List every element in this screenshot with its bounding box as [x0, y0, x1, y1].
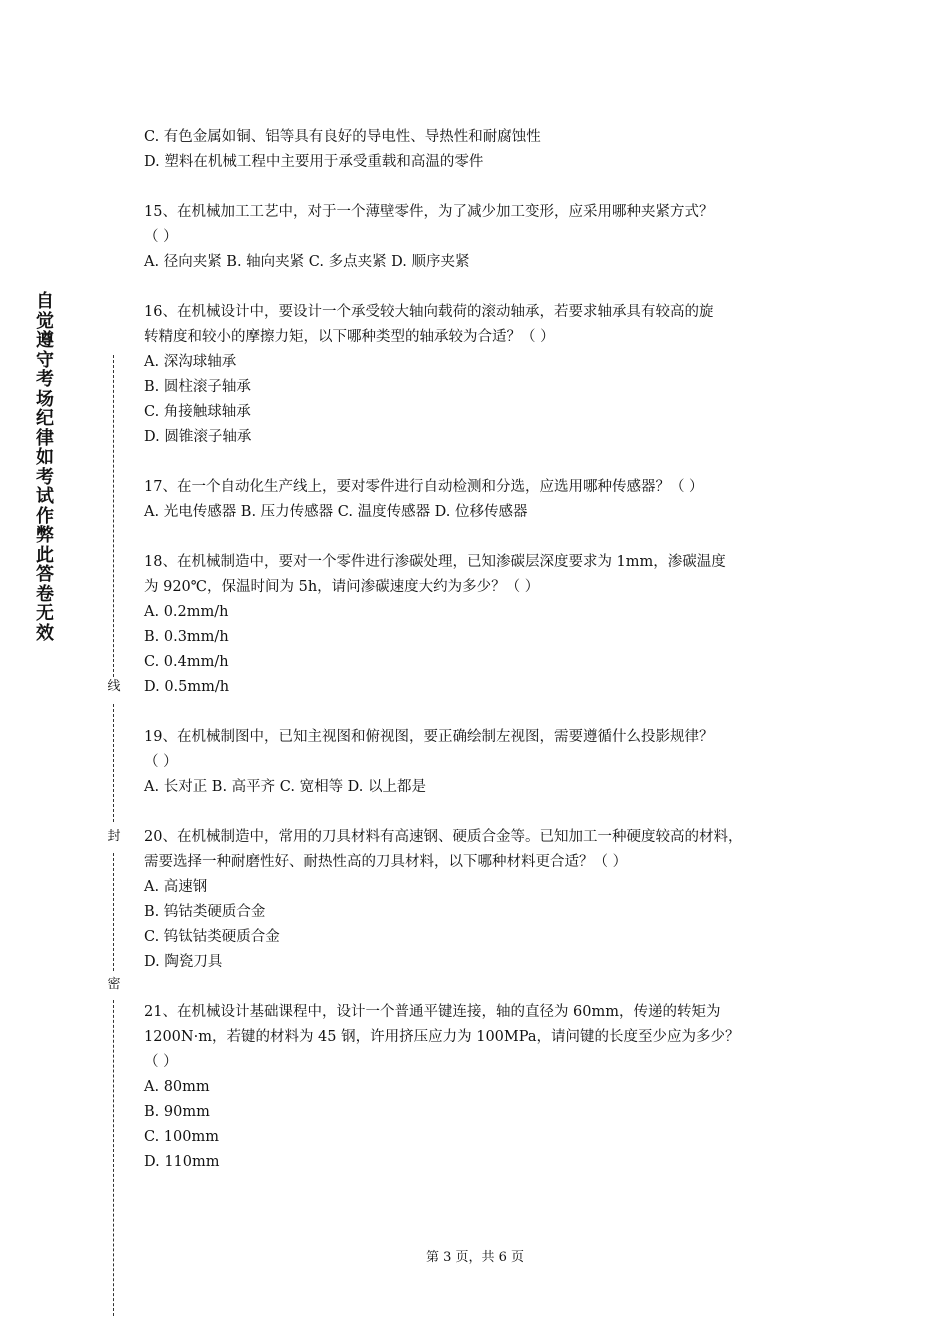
paragraph-gap [144, 275, 824, 300]
text-line: 需要选择一种耐磨性好、耐热性高的刀具材料，以下哪种材料更合适？（ ） [144, 854, 628, 870]
text-line: 21、在机械设计基础课程中，设计一个普通平键连接，轴的直径为 60mm，传递的转矩为 [144, 1004, 721, 1020]
paragraph-gap [144, 700, 824, 725]
paragraph-gap [144, 450, 824, 475]
text-line: 为 920℃，保温时间为 5h，请问渗碳速度大约为多少？（ ） [144, 579, 540, 595]
text-line: （ ） [144, 754, 178, 770]
seal-mark-mi: 密 [104, 976, 124, 994]
text-line: B. 90mm [144, 1104, 210, 1120]
text-line: C. 钨钛钴类硬质合金 [144, 929, 280, 945]
text-line: （ ） [144, 1054, 178, 1070]
text-line: A. 高速钢 [144, 879, 208, 895]
seal-mark-xian: 线 [104, 678, 124, 696]
binding-line-top [113, 355, 114, 677]
text-line: C. 有色金属如铜、铝等具有良好的导电性、导热性和耐腐蚀性 [144, 129, 541, 145]
text-line: C. 0.4mm/h [144, 654, 229, 670]
text-line: A. 光电传感器 B. 压力传感器 C. 温度传感器 D. 位移传感器 [144, 504, 528, 520]
paragraph-gap [144, 800, 824, 825]
text-line: （ ） [144, 229, 178, 245]
text-line: D. 塑料在机械工程中主要用于承受重载和高温的零件 [144, 154, 484, 170]
text-line: 19、在机械制图中，已知主视图和俯视图，要正确绘制左视图，需要遵循什么投影规律？ [144, 729, 714, 745]
binding-line-lower-mid [113, 853, 114, 971]
seal-mark-feng: 封 [104, 828, 124, 846]
question-content [144, 125, 824, 1175]
page-number: 第 3 页，共 6 页 [425, 1250, 525, 1265]
text-line: D. 陶瓷刀具 [144, 954, 223, 970]
text-line: 1200N·m，若键的材料为 45 钢，许用挤压应力为 100MPa，请问键的长度至少应为多少？ [144, 1029, 740, 1045]
text-line: D. 110mm [144, 1154, 220, 1170]
text-line: A. 深沟球轴承 [144, 354, 237, 370]
text-line: A. 80mm [144, 1079, 210, 1095]
exam-discipline-motto: 自觉遵守考场纪律如考试作弊此答卷无效 [36, 291, 54, 644]
text-line: B. 0.3mm/h [144, 629, 229, 645]
text-line: 17、在一个自动化生产线上，要对零件进行自动检测和分选，应选用哪种传感器？（ ） [144, 479, 704, 495]
text-line: B. 钨钴类硬质合金 [144, 904, 266, 920]
text-line: C. 100mm [144, 1129, 219, 1145]
paragraph-gap [144, 975, 824, 1000]
text-line: A. 径向夹紧 B. 轴向夹紧 C. 多点夹紧 D. 顺序夹紧 [144, 254, 470, 270]
text-line: C. 角接触球轴承 [144, 404, 251, 420]
text-line: 16、在机械设计中，要设计一个承受较大轴向载荷的滚动轴承，若要求轴承具有较高的旋 [144, 304, 714, 320]
text-line: 15、在机械加工工艺中，对于一个薄壁零件，为了减少加工变形，应采用哪种夹紧方式？ [144, 204, 714, 220]
text-line: 转精度和较小的摩擦力矩，以下哪种类型的轴承较为合适？（ ） [144, 329, 555, 345]
paragraph-gap [144, 525, 824, 550]
text-line: D. 圆锥滚子轴承 [144, 429, 252, 445]
text-line: D. 0.5mm/h [144, 679, 230, 695]
paragraph-gap [144, 175, 824, 200]
text-line: 20、在机械制造中，常用的刀具材料有高速钢、硬质合金等。已知加工一种硬度较高的材料， [144, 829, 743, 845]
binding-line-upper-mid [113, 704, 114, 822]
text-line: A. 长对正 B. 高平齐 C. 宽相等 D. 以上都是 [144, 779, 427, 795]
text-line: B. 圆柱滚子轴承 [144, 379, 251, 395]
text-line: 18、在机械制造中，要对一个零件进行渗碳处理，已知渗碳层深度要求为 1mm，渗碳温度 [144, 554, 726, 570]
binding-line-bottom [113, 1000, 114, 1316]
text-line: A. 0.2mm/h [144, 604, 229, 620]
